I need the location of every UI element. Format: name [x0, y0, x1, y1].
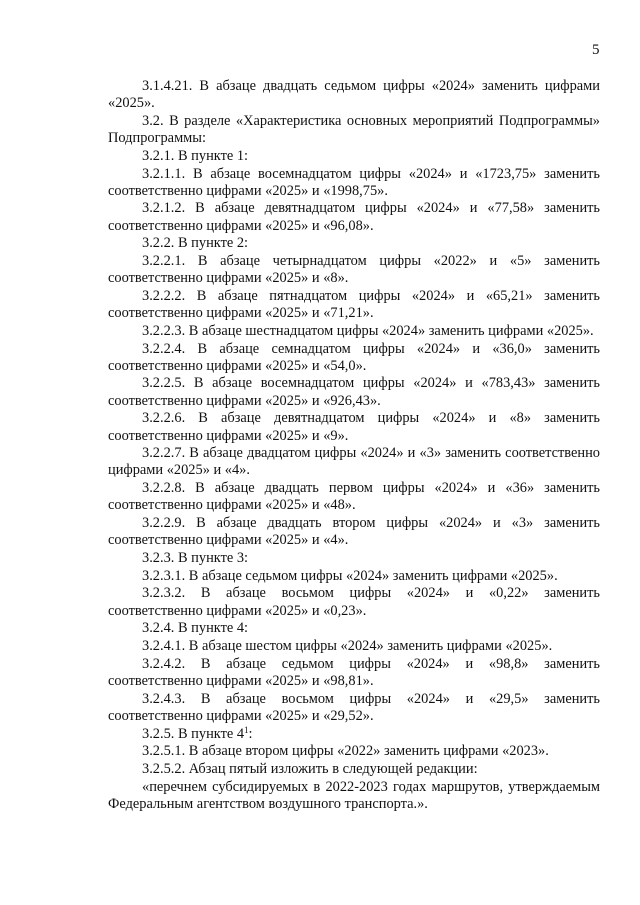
paragraph-3-2-2-5: 3.2.2.5. В абзаце восемнадцатом цифры «2024» и «783,43» заменить соответственно цифрами «2025» и «926,43». [108, 375, 600, 409]
paragraph-3-2-3: 3.2.3. В пункте 3: [142, 549, 249, 566]
paragraph-3-2-1-2: 3.2.1.2. В абзаце девятнадцатом цифры «2024» и «77,58» заменить соответственно цифрами «2025» и «96,08». [108, 200, 600, 234]
paragraph-3-2-2-3: 3.2.2.3. В абзаце шестнадцатом цифры «2024» заменить цифрами «2025». [142, 322, 594, 339]
paragraph-3-2-5-colon: : [248, 725, 253, 742]
paragraph-3-2-5-text: 3.2.5. В пункте 4 [142, 725, 245, 742]
paragraph-3-2-5 [108, 726, 600, 743]
paragraph-3-2-1-1: 3.2.1.1. В абзаце восемнадцатом цифры «2024» и «1723,75» заменить соответственно цифрами «2025» и «1998,75». [108, 165, 600, 199]
paragraph-3-2-2-9: 3.2.2.9. В абзаце двадцать втором цифры «2024» и «3» заменить соответственно цифрами «2025» и «4». [108, 515, 600, 549]
paragraph-3-2: 3.2. В разделе «Характеристика основных мероприятий Подпрограммы» Подпрограммы: [108, 112, 600, 147]
page-number: 5 [592, 42, 600, 58]
paragraph-3-2-2-7: 3.2.2.7. В абзаце двадцатом цифры «2024» и «3» заменить соответственно цифрами «2025» и «4». [108, 445, 600, 479]
paragraph-3-2-4-3: 3.2.4.3. В абзаце восьмом цифры «2024» и «29,5» заменить соответственно цифрами «2025» и «29,52». [108, 690, 600, 724]
paragraph-quoted-text: «перечнем субсидируемых в 2022-2023 годах маршрутов, утверждаемым Федеральным агентством воздушного транспорта.». [108, 778, 600, 812]
paragraph-3-2-5-1: 3.2.5.1. В абзаце втором цифры «2022» заменить цифрами «2023». [142, 743, 549, 760]
paragraph-3-2-4-2: 3.2.4.2. В абзаце седьмом цифры «2024» и «98,8» заменить соответственно цифрами «2025» и «98,81». [108, 655, 600, 689]
paragraph-3-1-4-21: 3.1.4.21. В абзаце двадцать седьмом цифры «2024» заменить цифрами «2025». [108, 78, 600, 112]
paragraph-3-2-2-6: 3.2.2.6. В абзаце девятнадцатом цифры «2024» и «8» заменить соответственно цифрами «2025» и «9». [108, 410, 600, 444]
paragraph-3-2-4: 3.2.4. В пункте 4: [142, 620, 249, 637]
paragraph-3-2-1: 3.2.1. В пункте 1: [142, 147, 249, 164]
paragraph-3-2-2-2: 3.2.2.2. В абзаце пятнадцатом цифры «2024» и «65,21» заменить соответственно цифрами «2025» и «71,21». [108, 287, 600, 322]
paragraph-3-2-5-2: 3.2.5.2. Абзац пятый изложить в следующей редакции: [142, 760, 478, 777]
paragraph-3-2-2-4: 3.2.2.4. В абзаце семнадцатом цифры «2024» и «36,0» заменить соответственно цифрами «2025» и «54,0». [108, 340, 600, 374]
paragraph-3-2-4-1: 3.2.4.1. В абзаце шестом цифры «2024» заменить цифрами «2025». [142, 638, 553, 654]
paragraph-3-2-2: 3.2.2. В пункте 2: [142, 235, 249, 252]
document-body [108, 78, 600, 814]
paragraph-3-2-2-1: 3.2.2.1. В абзаце четырнадцатом цифры «2022» и «5» заменить соответственно цифрами «2025» и «8». [108, 253, 600, 287]
paragraph-3-2-5-superscript: 1 [244, 724, 249, 735]
paragraph-3-2-2-8: 3.2.2.8. В абзаце двадцать первом цифры «2024» и «36» заменить соответственно цифрами «2025» и «48». [108, 480, 600, 514]
paragraph-3-2-3-2: 3.2.3.2. В абзаце восьмом цифры «2024» и «0,22» заменить соответственно цифрами «2025» и «0,23». [108, 585, 600, 619]
paragraph-3-2-3-1: 3.2.3.1. В абзаце седьмом цифры «2024» заменить цифрами «2025». [142, 567, 558, 584]
